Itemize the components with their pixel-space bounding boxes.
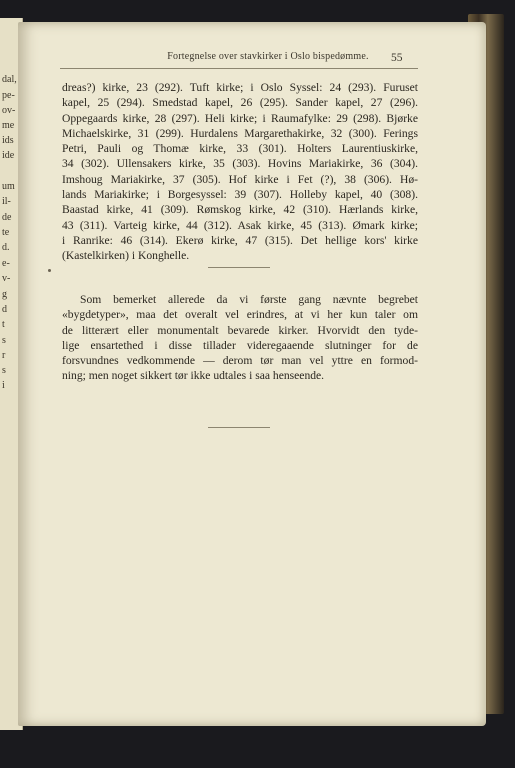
text-line: Petri, Pauli og Thomæ kirke, 33 (301). Holters Laurentiuskirke, <box>62 142 418 156</box>
margin-fragment: s <box>2 335 6 346</box>
margin-fragment: me <box>2 120 15 131</box>
text-line: 34 (302). Ullensakers kirke, 35 (303). Hovins Mariakirke, 36 (304). <box>62 157 418 171</box>
running-header: Fortegnelse over stavkirker i Oslo bispedømme. <box>167 51 369 62</box>
margin-fragment: d <box>2 304 7 315</box>
margin-fragment: um <box>2 181 15 192</box>
margin-fragment: il- <box>2 196 11 207</box>
text-line: lands Mariakirke; i Borgesyssel: 39 (307). Holleby kapel, 40 (308). <box>62 188 418 202</box>
margin-fragment: i <box>2 380 5 391</box>
paragraph-bygdetyper <box>62 292 418 384</box>
margin-fragment: t <box>2 319 5 330</box>
page-number: 55 <box>391 52 403 64</box>
margin-fragment: pe- <box>2 90 15 101</box>
header-rule <box>60 68 418 69</box>
margin-fragment: de <box>2 212 12 223</box>
margin-fragment: s <box>2 365 6 376</box>
margin-fragment: v- <box>2 273 11 284</box>
margin-fragment: r <box>2 350 6 361</box>
section-divider <box>208 427 270 428</box>
margin-fragment: e- <box>2 258 10 269</box>
paragraph-church-list <box>62 80 418 264</box>
text-line: Imshoug Mariakirke, 37 (305). Hof kirke i Fet (?), 38 (306). Hø- <box>62 172 418 186</box>
margin-fragment: te <box>2 227 10 238</box>
section-divider <box>208 267 270 268</box>
text-line: i Ranrike: 46 (314). Ekerø kirke, 47 (315). Det hellige kors' kirke <box>62 233 418 247</box>
margin-fragment: dal, <box>2 74 17 85</box>
text-line: (Kastelkirken) i Konghelle. <box>62 249 190 263</box>
text-line: Oppegaards kirke, 28 (297). Heli kirke; i Raumafylke: 29 (298). Bjørke <box>62 111 418 125</box>
book-page <box>18 22 486 726</box>
text-line: dreas?) kirke, 23 (292). Tuft kirke; i Oslo Syssel: 24 (293). Furuset <box>62 81 418 94</box>
margin-fragment: ide <box>2 150 15 161</box>
margin-fragment: ids <box>2 135 14 146</box>
margin-fragment: ov- <box>2 105 16 116</box>
text-line: Baastad kirke, 41 (309). Rømskog kirke, 42 (310). Hærlands kirke, <box>62 203 418 217</box>
margin-fragment: d. <box>2 242 10 253</box>
paper-speck <box>48 269 51 272</box>
text-line: «bygdetyper», maa det overalt vel erindres, at vi her kun taler om <box>62 308 418 322</box>
text-line: de litterært eller monumentalt bevarede kirker. Hvorvidt den tyde- <box>62 323 418 337</box>
text-line: lige ensartethed i disse tillader videregaaende slutninger for de <box>62 338 418 352</box>
text-line: ning; men noget sikkert tør ikke udtales i saa henseende. <box>62 369 325 383</box>
text-line: kapel, 25 (294). Smedstad kapel, 26 (295). Sander kapel, 27 (296). <box>62 96 418 110</box>
text-line: 43 (311). Varteig kirke, 44 (312). Asak kirke, 45 (313). Ømark kirke; <box>62 218 418 232</box>
text-line: Som bemerket allerede da vi første gang nævnte begrebet <box>80 293 418 306</box>
margin-fragment: g <box>2 289 7 300</box>
text-line: Michaelskirke, 31 (299). Hurdalens Margarethakirke, 32 (300). Ferings <box>62 126 418 140</box>
text-line: forsvundnes vedkommende — derom tør man vel yttre en formod- <box>62 354 418 368</box>
